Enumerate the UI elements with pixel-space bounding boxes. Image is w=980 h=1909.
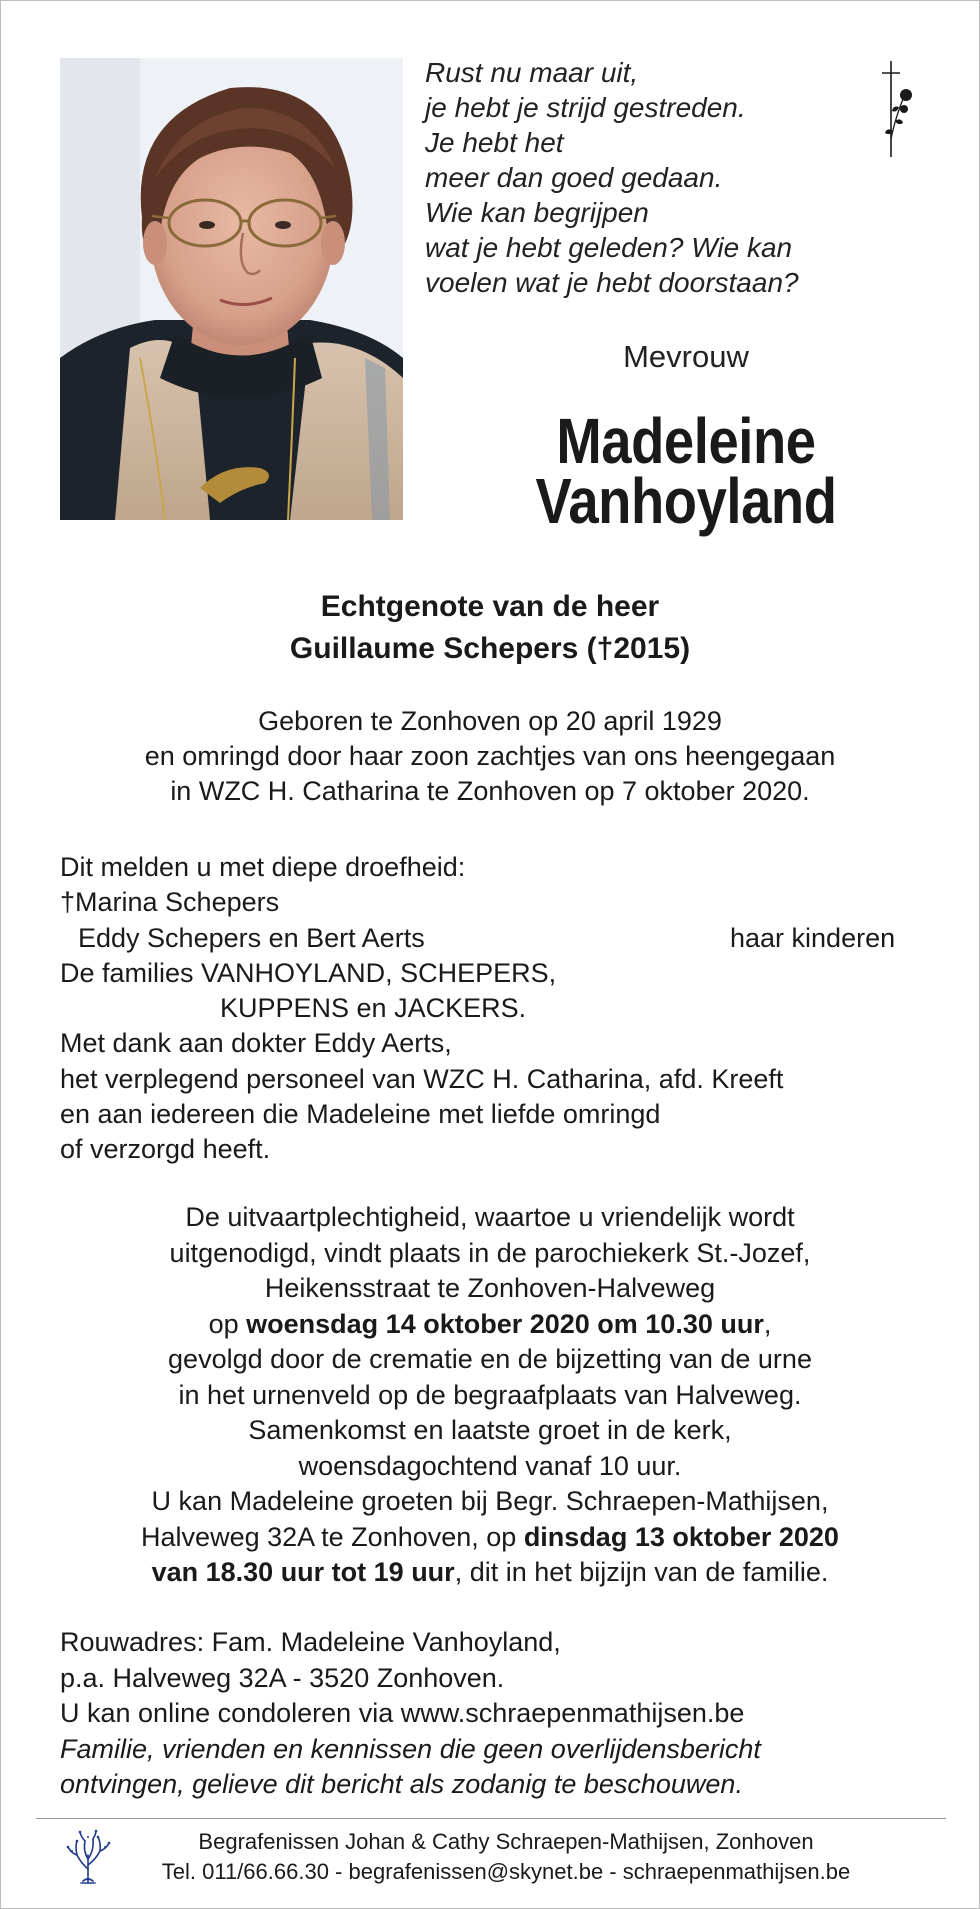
children-label: haar kinderen <box>730 922 896 953</box>
spouse-line-2: Guillaume Schepers (†2015) <box>289 632 691 665</box>
condolence-link[interactable]: U kan online condoleren via www.schraepenmathijsen.be <box>60 1698 745 1728</box>
funeral-line: uitgenodigd, vindt plaats in de parochiekerk St.-Jozef, <box>169 1237 811 1268</box>
announcement-intro: Dit melden u met diepe droefheid: <box>60 852 466 882</box>
poem-line: je hebt je strijd gestreden. <box>425 92 746 123</box>
notice-line: ontvingen, gelieve dit bericht als zodanig te beschouwen. <box>60 1769 743 1799</box>
birth-line: in WZC H. Catharina te Zonhoven op 7 oktober 2020. <box>170 776 810 806</box>
child-row <box>60 921 930 956</box>
poem <box>425 55 865 300</box>
poem-line: Wie kan begrijpen <box>425 197 649 228</box>
thanks-line: en aan iedereen die Madeleine met liefde omringd <box>60 1099 661 1130</box>
tree-logo-icon <box>63 1829 113 1885</box>
funeral-text: op <box>208 1308 247 1339</box>
funeral-home-footer <box>121 1827 891 1887</box>
families-line: De families VANHOYLAND, SCHEPERS, <box>60 957 557 988</box>
thanks-line: Met dank aan dokter Eddy Aerts, <box>60 1028 452 1059</box>
funeral-details <box>1 1200 979 1591</box>
thanks-line: of verzorgd heeft. <box>60 1134 271 1165</box>
footer-divider <box>36 1818 946 1819</box>
poem-line: voelen wat je hebt doorstaan? <box>425 267 799 298</box>
visitation-date: dinsdag 13 oktober 2020 <box>523 1521 839 1552</box>
funeral-date-line <box>1 1307 979 1343</box>
funeral-line: De uitvaartplechtigheid, waartoe u vriendelijk wordt <box>185 1202 795 1232</box>
visitation-time: van 18.30 uur tot 19 uur <box>151 1557 455 1587</box>
poem-line: meer dan goed gedaan. <box>425 162 723 193</box>
birth-line: Geboren te Zonhoven op 20 april 1929 <box>258 706 722 736</box>
funeral-line: in het urnenveld op de begraafplaats van Halveweg. <box>178 1379 802 1410</box>
deceased-name <box>495 405 878 537</box>
families-line: KUPPENS en JACKERS. <box>220 993 527 1024</box>
announcement-block <box>60 850 930 1168</box>
funeral-text: Halveweg 32A te Zonhoven, op <box>141 1521 524 1552</box>
visitation-time-line <box>1 1555 979 1591</box>
funeral-text: , <box>763 1308 772 1339</box>
notice-line: Familie, vrienden en kennissen die geen overlijdensbericht <box>60 1733 761 1764</box>
poem-line: Rust nu maar uit, <box>425 57 639 88</box>
child-name: †Marina Schepers <box>60 887 280 918</box>
portrait-illustration <box>60 58 403 520</box>
first-name: Madeleine <box>556 405 816 477</box>
spouse-line-1: Echtgenote van de heer <box>320 590 660 623</box>
address-line: Rouwadres: Fam. Madeleine Vanhoyland, <box>60 1627 561 1657</box>
funeral-line: U kan Madeleine groeten bij Begr. Schraepen-Mathijsen, <box>151 1486 829 1516</box>
poem-line: wat je hebt geleden? Wie kan <box>425 232 793 263</box>
address-block <box>60 1625 940 1803</box>
portrait-photo <box>60 58 403 520</box>
salutation: Mevrouw <box>623 339 749 374</box>
funeral-line: woensdagochtend vanaf 10 uur. <box>298 1450 682 1481</box>
birth-line: en omringd door haar zoon zachtjes van ons heengegaan <box>144 741 836 771</box>
last-name: Vanhoyland <box>535 465 837 537</box>
funeral-line: Heikensstraat te Zonhoven-Halveweg <box>264 1273 716 1303</box>
thanks-line: het verplegend personeel van WZC H. Catharina, afd. Kreeft <box>60 1063 784 1094</box>
address-line: p.a. Halveweg 32A - 3520 Zonhoven. <box>60 1662 505 1693</box>
funeral-home-contact: Tel. 011/66.66.30 - begrafenissen@skynet.be - schraepenmathijsen.be <box>161 1859 851 1884</box>
funeral-line: Samenkomst en laatste groet in de kerk, <box>248 1415 732 1445</box>
birth-death-block <box>1 704 979 809</box>
poem-line: Je hebt het <box>425 127 564 158</box>
funeral-date: woensdag 14 oktober 2020 om 10.30 uur <box>246 1308 764 1339</box>
funeral-text: , dit in het bijzijn van de familie. <box>454 1557 829 1587</box>
cross-with-rose-icon <box>873 59 923 159</box>
spouse-block <box>1 586 979 670</box>
funeral-home-name: Begrafenissen Johan & Cathy Schraepen-Mathijsen, Zonhoven <box>198 1829 814 1854</box>
visitation-line <box>1 1520 979 1556</box>
child-name: Eddy Schepers en Bert Aerts <box>78 922 425 953</box>
funeral-line: gevolgd door de crematie en de bijzetting van de urne <box>168 1344 812 1374</box>
